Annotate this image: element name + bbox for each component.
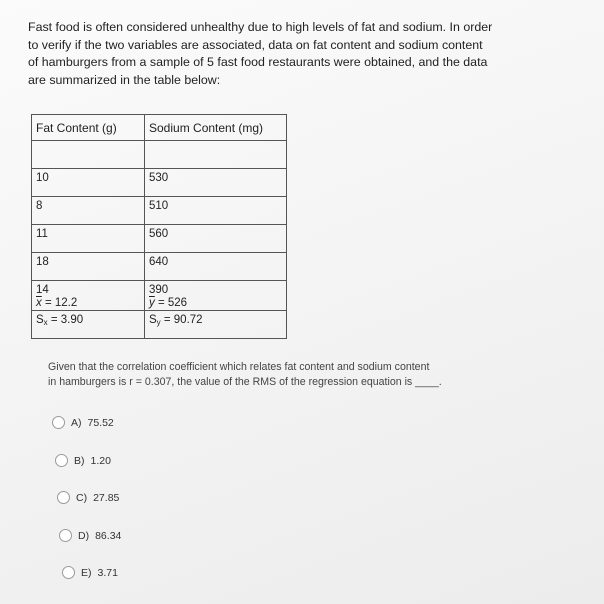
- mean-y-value: = 526: [157, 297, 188, 309]
- sodium-value: 390: [149, 284, 169, 296]
- mean-x-value: = 12.2: [44, 297, 78, 309]
- header-sodium-content: Sodium Content (mg): [145, 115, 287, 141]
- option-d[interactable]: [59, 529, 121, 542]
- option-letter: D): [78, 529, 90, 542]
- sodium-cell: 530: [145, 169, 287, 197]
- intro-line: to verify if the two variables are associated, data on fat content and sodium content: [28, 37, 483, 52]
- fat-cell: 10: [32, 169, 145, 197]
- question-line: in hamburgers is r = 0.307, the value of the RMS of the regression equation is ____.: [48, 376, 442, 388]
- option-value: 86.34: [95, 529, 122, 542]
- table-row-std-dev: [32, 311, 287, 339]
- option-value: 3.71: [97, 566, 118, 579]
- fat-cell: 18: [32, 253, 145, 281]
- intro-line: Fast food is often considered unhealthy due to high levels of fat and sodium. In order: [28, 20, 493, 34]
- intro-line: are summarized in the table below:: [28, 72, 221, 87]
- option-value: 1.20: [90, 454, 111, 467]
- radio-button[interactable]: [52, 416, 65, 429]
- option-value: 75.52: [87, 416, 114, 429]
- fat-cell: 11: [32, 225, 145, 253]
- mean-x: [36, 297, 140, 310]
- table-spacer-row: [32, 141, 287, 169]
- table-row: [32, 281, 287, 311]
- sd-x-value: = 3.90: [50, 314, 84, 326]
- radio-button[interactable]: [59, 529, 72, 542]
- option-letter: A): [71, 416, 82, 429]
- x-bar-symbol: $\overline{x}$: [36, 297, 42, 309]
- question-line: Given that the correlation coefficient which relates fat content and sodium content: [48, 361, 430, 373]
- fat-value: 14: [36, 284, 49, 296]
- table-row: [32, 253, 287, 281]
- sd-y-symbol: S: [149, 314, 157, 326]
- header-fat-content: Fat Content (g): [32, 115, 145, 141]
- problem-intro: [28, 19, 578, 89]
- sd-x-cell: [32, 311, 145, 339]
- sd-x-subscript: x: [43, 318, 48, 327]
- sd-y-subscript: y: [156, 318, 161, 327]
- option-letter: E): [81, 566, 92, 579]
- sodium-cell: 510: [145, 197, 287, 225]
- table-row: [32, 197, 287, 225]
- table-row: [32, 169, 287, 197]
- option-letter: C): [76, 491, 88, 504]
- sd-y-cell: [145, 311, 287, 339]
- intro-line: of hamburgers from a sample of 5 fast food restaurants were obtained, and the data: [28, 55, 488, 69]
- option-c[interactable]: [57, 491, 119, 504]
- option-letter: B): [74, 454, 85, 467]
- option-a[interactable]: [52, 416, 114, 429]
- sodium-cell: 560: [145, 225, 287, 253]
- option-e[interactable]: [62, 566, 118, 579]
- radio-button[interactable]: [57, 491, 70, 504]
- option-b[interactable]: [55, 454, 111, 467]
- radio-button[interactable]: [55, 454, 68, 467]
- option-value: 27.85: [93, 491, 120, 504]
- radio-button[interactable]: [62, 566, 75, 579]
- question-text: [48, 360, 548, 390]
- fat-cell: 8: [32, 197, 145, 225]
- table-row: [32, 225, 287, 253]
- table-header-row: [32, 115, 287, 141]
- sd-x-symbol: S: [36, 314, 44, 326]
- data-table: [31, 114, 287, 339]
- sodium-cell: 640: [145, 253, 287, 281]
- mean-y: [149, 297, 282, 310]
- sodium-cell: [145, 281, 287, 311]
- fat-cell: [32, 281, 145, 311]
- sd-y-value: = 90.72: [163, 314, 203, 326]
- y-bar-symbol: $\overline{y}$: [149, 297, 155, 309]
